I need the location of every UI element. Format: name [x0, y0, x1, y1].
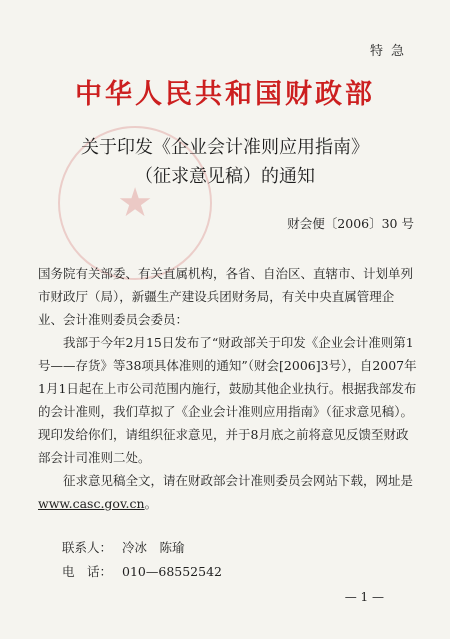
- notice-body: [38, 262, 418, 515]
- paragraph-2-text: 征求意见稿全文，请在财政部会计准则委员会网站下载，网址是: [63, 473, 414, 488]
- paragraph-2-end: 。: [144, 496, 158, 511]
- urgency-label: 特急: [369, 44, 412, 59]
- paragraph-2: [38, 469, 418, 515]
- contact-person: [62, 538, 185, 556]
- page-number: — 1 —: [344, 590, 384, 604]
- recipients: 国务院有关部委、有关直属机构，各省、自治区、直辖市、计划单列市财政厅（局），新疆生产建设兵团财务局，有关中央直属管理企业、会计准则委员会委员：: [38, 266, 414, 327]
- seal-star-icon: ★: [117, 180, 153, 226]
- contact-person-value: 冷冰 陈瑜: [122, 540, 185, 555]
- contact-phone: [62, 562, 222, 580]
- document-number: 财会便〔2006〕30 号: [287, 216, 414, 231]
- issuer-header: 中华人民共和国财政部: [75, 79, 375, 110]
- paragraph-1: 我部于今年2月15日发布了“财政部关于印发《企业会计准则第1号——存货》等38项具体准则的通知”（财会[2006]3号），自2007年1月1日起在上市公司范围内施行，鼓励其他企业执行。根据我部发布的会计准则，我们草拟了《企业会计准则应用指南》（征求意见稿）。现印发给你们，请组织征求意见，并于8月底之前将意见反馈至财政部会计司准则二处。: [38, 335, 417, 465]
- contact-phone-value: 010—68552542: [122, 564, 222, 579]
- contact-phone-label: 电 话：: [62, 564, 113, 579]
- notice-title-line1: 关于印发《企业会计准则应用指南》: [81, 137, 369, 158]
- notice-title-line2: （征求意见稿）的通知: [135, 166, 315, 187]
- contact-person-label: 联系人：: [62, 540, 113, 555]
- website-link[interactable]: www.casc.gov.cn: [38, 496, 145, 511]
